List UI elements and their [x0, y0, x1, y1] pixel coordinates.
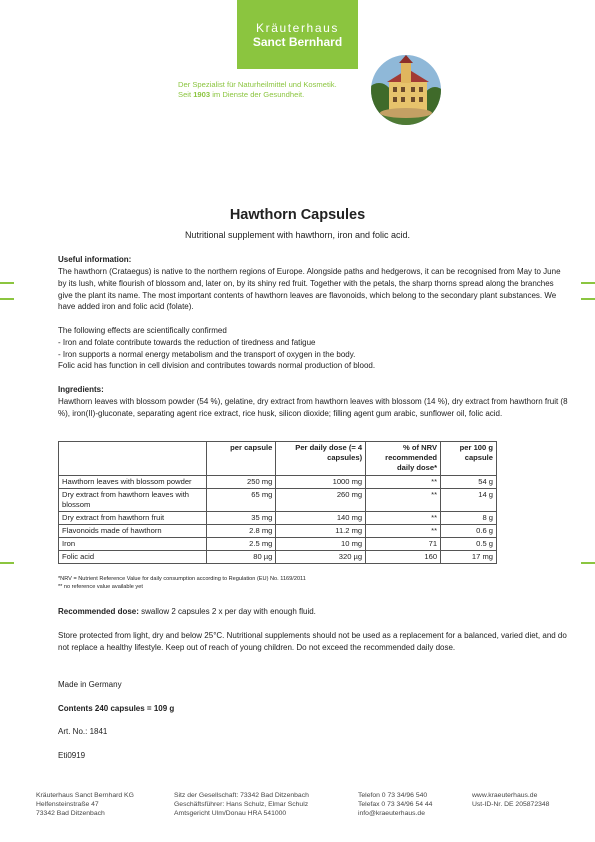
table-cell: Dry extract from hawthorn fruit — [59, 512, 207, 525]
table-cell: 1000 mg — [276, 476, 366, 489]
table-cell: ** — [366, 489, 441, 512]
fold-mark-right-top — [581, 282, 595, 284]
fold-mark-right-bottom — [581, 298, 595, 300]
table-cell: Flavonoids made of hawthorn — [59, 525, 207, 538]
table-cell: 54 g — [441, 476, 497, 489]
fold-mark-left-mid — [0, 562, 14, 564]
brand-line2: Sanct Bernhard — [252, 34, 343, 49]
table-cell: ** — [366, 525, 441, 538]
table-cell: 260 mg — [276, 489, 366, 512]
tagline-year: 1903 — [193, 90, 211, 99]
product-subtitle: Nutritional supplement with hawthorn, iron and folic acid. — [184, 230, 411, 240]
table-header: % of NRV recommended daily dose* — [366, 442, 441, 476]
dose-label: Recommended dose: — [58, 607, 139, 616]
table-header — [59, 442, 207, 476]
table-header: Per daily dose (= 4 capsules) — [276, 442, 366, 476]
useful-paragraph: The hawthorn (Crataegus) is native to the northern regions of Europe. Alongside paths and hedgerows, it can be recognised from May to June by its lush, white flourish of blossom and, later on, by its shiny red fruit. Together with the petals, the sharp thorns spread along the branches give the plant its name. The most important contents of hawthorn leaves are flavonoids, which belong to the secondary plant substances. We have added iron and folic acid (folate). — [58, 267, 561, 312]
tagline-line2: Seit 1903 im Dienste der Gesundheit. — [178, 90, 305, 99]
table-cell: 2.8 mg — [206, 525, 276, 538]
table-cell: 2.5 mg — [206, 538, 276, 551]
table-cell: 35 mg — [206, 512, 276, 525]
table-cell: 0.6 g — [441, 525, 497, 538]
table-cell: ** — [366, 512, 441, 525]
table-row — [59, 489, 497, 512]
footer-address: Kräuterhaus Sanct Bernhard KG Helfensteinstraße 47 73342 Bad Ditzenbach — [36, 792, 134, 817]
ingredients-text: Hawthorn leaves with blossom powder (54 %), gelatine, dry extract from hawthorn leaves with blossom (14 %), dry extract from hawthorn fruit (8 %), iron(II)-gluconate, separating agent rice extract, rice husk, silicon dioxide; filling agent gum arabic, sunflower oil, folic acid. — [58, 397, 568, 418]
table-header: per 100 g capsule — [441, 442, 497, 476]
fold-mark-left-bottom — [0, 298, 14, 300]
table-cell: 160 — [366, 551, 441, 564]
table-cell: 140 mg — [276, 512, 366, 525]
table-cell: 8 g — [441, 512, 497, 525]
table-footnote-reference: ** no reference value available yet — [58, 584, 143, 590]
contents: Contents 240 capsules = 109 g — [58, 704, 175, 713]
effect-item: Folic acid has function in cell division and contributes towards normal production of blood. — [58, 361, 376, 371]
table-cell: Dry extract from hawthorn leaves with blossom — [59, 489, 207, 512]
brand-tagline — [178, 80, 337, 100]
building-photo — [371, 55, 441, 125]
effects-heading: The following effects are scientifically confirmed — [58, 326, 227, 335]
made-in: Made in Germany — [58, 680, 122, 689]
brand-logo — [237, 0, 358, 69]
effect-item: - Iron supports a normal energy metabolism and the transport of oxygen in the body. — [58, 349, 356, 359]
table-row — [59, 538, 497, 551]
table-header-row — [59, 442, 497, 476]
table-cell: 14 g — [441, 489, 497, 512]
table-cell: Folic acid — [59, 551, 207, 564]
table-cell: 65 mg — [206, 489, 276, 512]
table-cell: 10 mg — [276, 538, 366, 551]
useful-heading: Useful information: — [58, 255, 132, 264]
brand-line1: Kräuterhaus — [256, 20, 339, 35]
table-row — [59, 551, 497, 564]
article-number: Art. No.: 1841 — [58, 727, 108, 736]
dose-text: swallow 2 capsules 2 x per day with enough fluid. — [138, 607, 316, 616]
fold-mark-left-top — [0, 282, 14, 284]
storage-text: Store protected from light, dry and below 25°C. Nutritional supplements should not be used as a replacement for a balanced, varied diet, and do not replace a healthy lifestyle. Keep out of reach of young children. Do not exceed the recommended daily dose. — [58, 631, 567, 652]
footer-company: Sitz der Gesellschaft: 73342 Bad Ditzenbach Geschäftsführer: Hans Schulz, Elmar Schulz Amtsgericht Ulm/Donau HRA 541000 — [174, 792, 309, 817]
table-cell: 71 — [366, 538, 441, 551]
table-row — [59, 525, 497, 538]
table-cell: 320 µg — [276, 551, 366, 564]
table-cell: 250 mg — [206, 476, 276, 489]
table-row — [59, 476, 497, 489]
effect-item: - Iron and folate contribute towards the reduction of tiredness and fatigue — [58, 337, 316, 347]
table-cell: Iron — [59, 538, 207, 551]
table-cell: Hawthorn leaves with blossom powder — [59, 476, 207, 489]
tagline-line1: Der Spezialist für Naturheilmittel und Kosmetik. — [178, 80, 337, 89]
table-footnote-nrv: *NRV = Nutrient Reference Value for daily consumption according to Regulation (EU) No. 1169/2011 — [58, 576, 306, 582]
footer-web: www.kraeuterhaus.de Ust-ID-Nr. DE 205872348 — [472, 792, 550, 808]
fold-mark-right-mid — [581, 562, 595, 564]
table-cell: 17 mg — [441, 551, 497, 564]
table-cell: ** — [366, 476, 441, 489]
table-header: per capsule — [206, 442, 276, 476]
nutrition-table — [58, 441, 497, 564]
footer-contact: Telefon 0 73 34/96 540 Telefax 0 73 34/96 54 44 info@kraeuterhaus.de — [358, 792, 433, 817]
effects-block — [58, 325, 568, 372]
table-cell: 0.5 g — [441, 538, 497, 551]
table-cell: 80 µg — [206, 551, 276, 564]
table-row — [59, 512, 497, 525]
table-cell: 11.2 mg — [276, 525, 366, 538]
product-title: Hawthorn Capsules — [229, 207, 366, 223]
label-code: Eti0919 — [58, 751, 86, 760]
recommended-dose — [58, 606, 568, 618]
ingredients-heading: Ingredients: — [58, 385, 104, 394]
